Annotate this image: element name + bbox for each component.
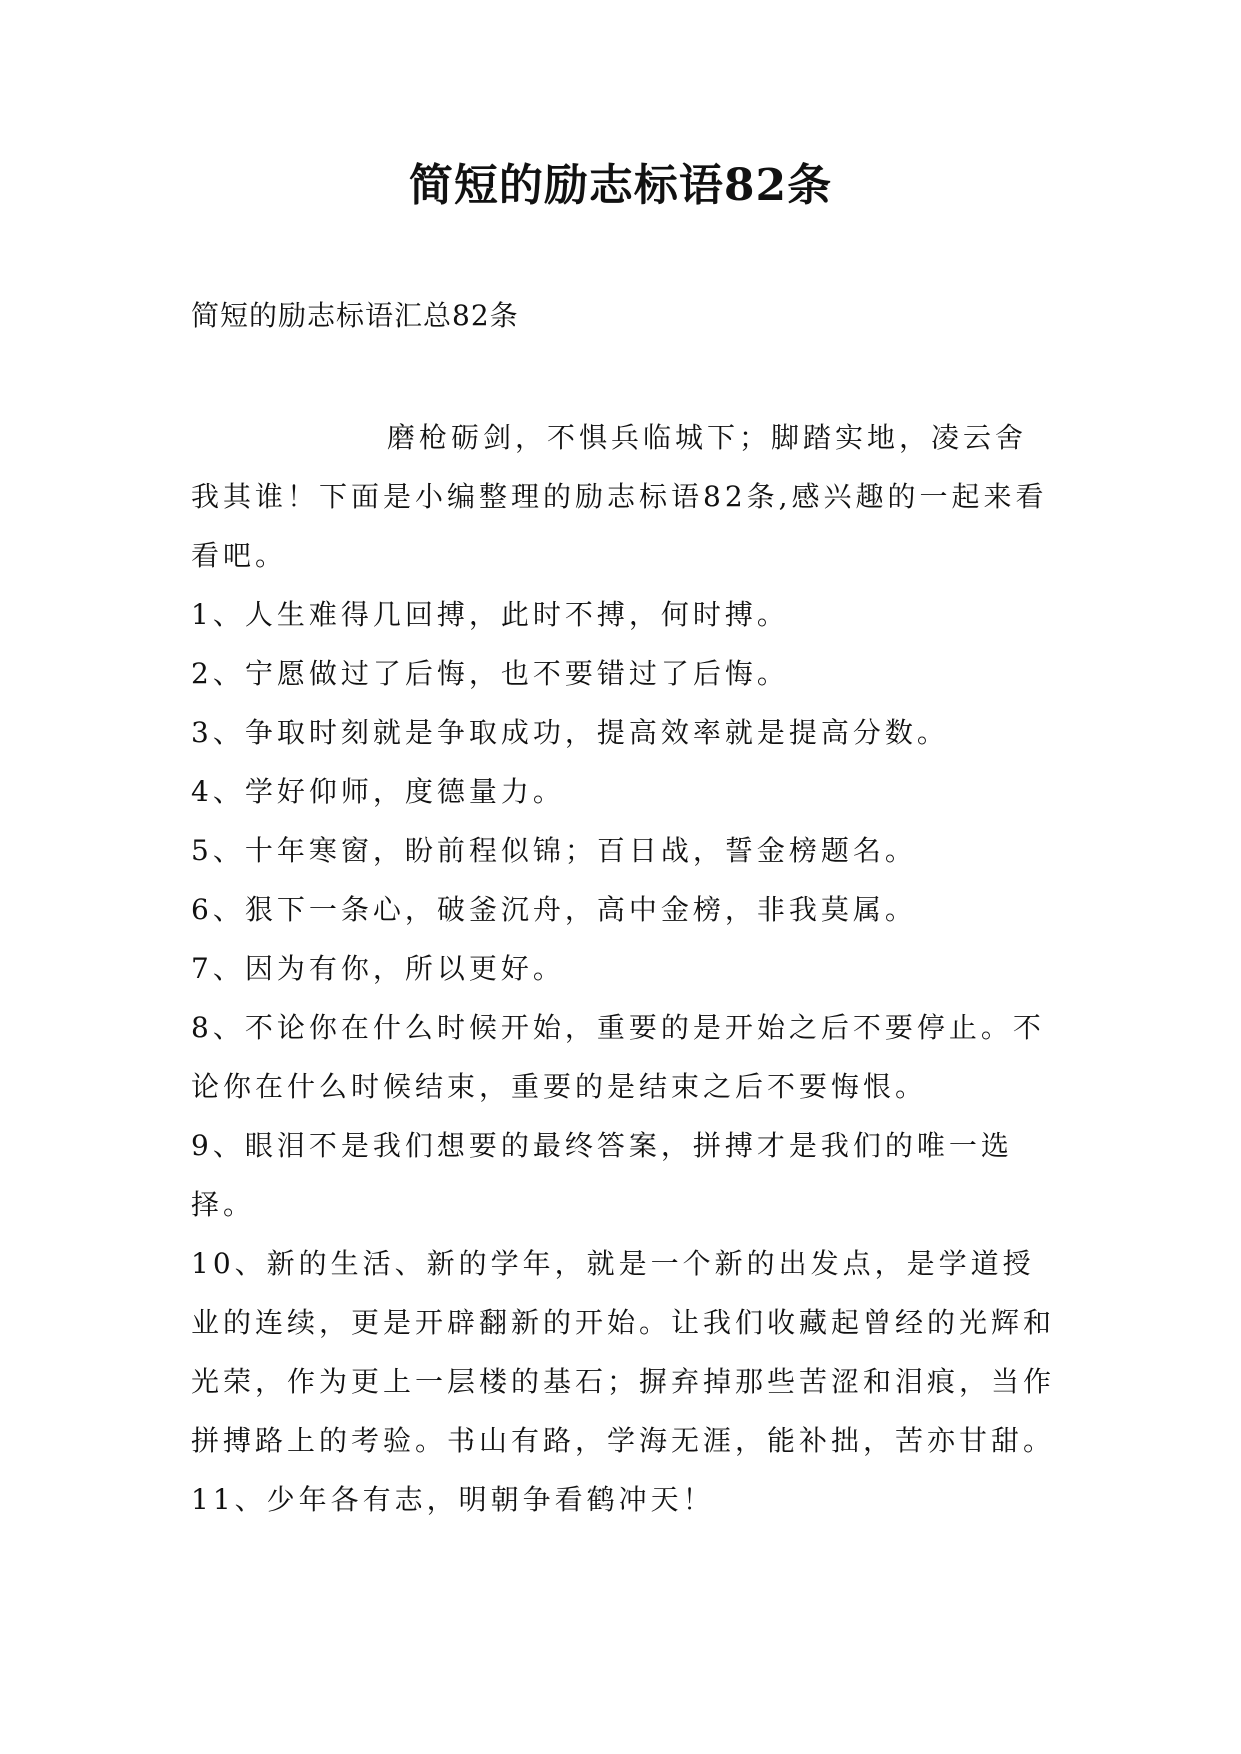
slogan-item-4: 4、学好仰师，度德量力。 [191,775,565,808]
page-subtitle: 简短的励志标语汇总82条 [191,299,519,332]
intro-paragraph [191,408,1056,585]
slogan-item-1: 1、人生难得几回搏，此时不搏，何时搏。 [191,598,789,631]
slogan-item-8: 8、不论你在什么时候开始，重要的是开始之后不要停止。不论你在什么时候结束，重要的是结束之后不要悔恨。 [191,1011,1045,1103]
slogan-item-11: 11、少年各有志，明朝争看鹤冲天！ [191,1483,715,1516]
slogan-item-6: 6、狠下一条心，破釜沉舟，高中金榜，非我莫属。 [191,893,917,926]
slogan-item-3: 3、争取时刻就是争取成功，提高效率就是提高分数。 [191,716,949,749]
intro-text: 磨枪砺剑，不惧兵临城下；脚踏实地，凌云舍我其谁！下面是小编整理的励志标语82条,感兴趣的一起来看看吧。 [191,421,1048,572]
slogan-item-2: 2、宁愿做过了后悔，也不要错过了后悔。 [191,657,789,690]
page-title: 简短的励志标语82条 [408,160,833,211]
slogan-item-5: 5、十年寒窗，盼前程似锦；百日战，誓金榜题名。 [191,834,917,867]
slogan-item-9: 9、眼泪不是我们想要的最终答案，拼搏才是我们的唯一选择。 [191,1129,1013,1221]
slogan-item-10: 10、新的生活、新的学年，就是一个新的出发点，是学道授业的连续，更是开辟翻新的开始。让我们收藏起曾经的光辉和光荣，作为更上一层楼的基石；摒弃掉那些苦涩和泪痕，当作拼搏路上的考验。书山有路，学海无涯，能补拙，苦亦甘甜。 [191,1247,1056,1457]
slogan-item-7: 7、因为有你，所以更好。 [191,952,565,985]
document-body [191,408,1056,1529]
